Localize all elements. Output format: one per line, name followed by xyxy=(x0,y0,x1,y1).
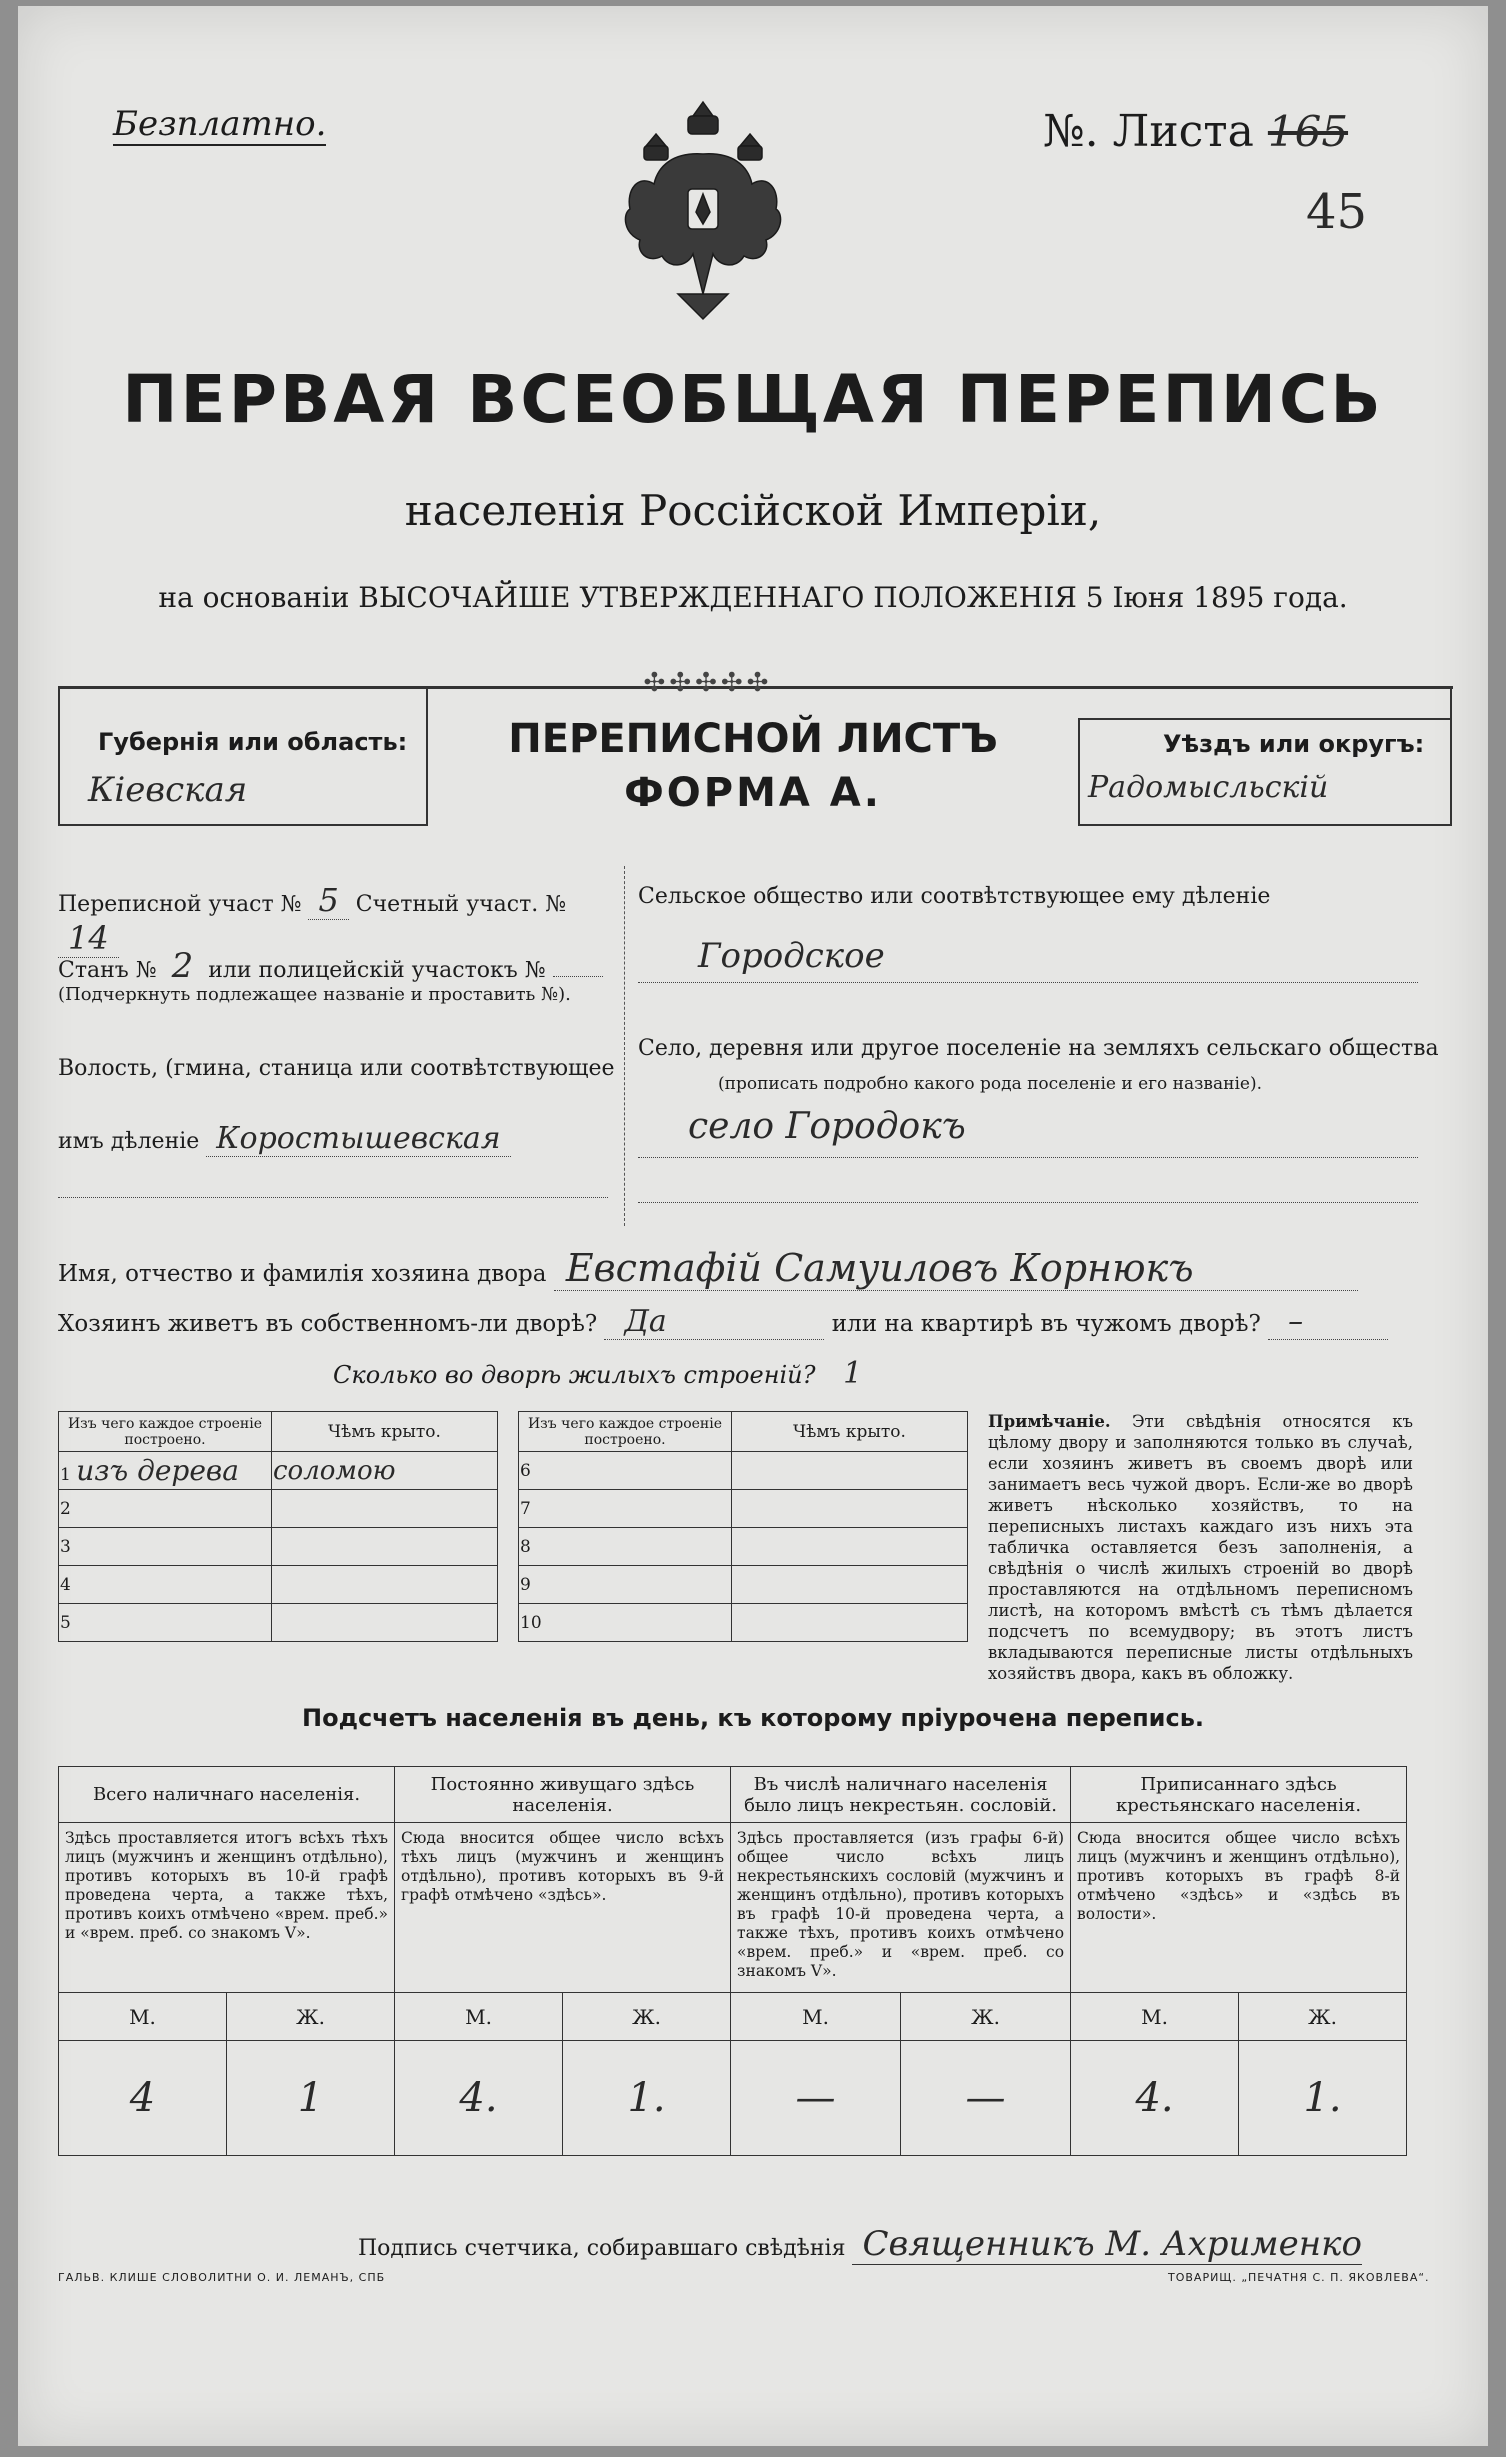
village-note: (прописать подробно какого рода поселеніе и его названіе). xyxy=(718,1074,1262,1094)
col4-title: Приписаннаго здѣсь крестьянскаго населенія. xyxy=(1071,1767,1407,1823)
village-line-2 xyxy=(638,1201,1418,1203)
col2-desc: Сюда вносится общее число всѣхъ тѣхъ лицъ (мужчинъ и женщинъ отдѣльно), противъ которыхъ въ 9-й графѣ отмѣчено «здѣсь». xyxy=(395,1823,731,1993)
zh-label: Ж. xyxy=(227,1993,395,2041)
col2-zh-value: 1. xyxy=(563,2041,731,2156)
bld-row-7: 7 xyxy=(519,1490,732,1528)
volost-row: имъ дѣленіе Коростышевская xyxy=(58,1121,618,1156)
buildings-table-left: Изъ чего каждое строеніе построено. Чѣмъ крыто. 1 изъ дерева соломою 2 3 4 5 xyxy=(58,1411,498,1642)
society-label: Сельское общество или соотвѣтствующее ему дѣленіе xyxy=(638,884,1271,909)
stan-row: Станъ № 2 или полицейскій участокъ № xyxy=(58,946,618,986)
m-label: М. xyxy=(59,1993,227,2041)
col3-desc: Здѣсь проставляется (изъ графы 6-й) общее число всѣхъ лицъ некрестьянскихъ сословій (мужчинъ и женщинъ отдѣльно), противъ которыхъ въ графѣ 10-й проведена черта, а также тѣхъ, противъ коихъ отмѣчено «врем. преб.» и «врем. преб. со знакомъ V». xyxy=(731,1823,1071,1993)
bld-row-6: 6 xyxy=(519,1452,732,1490)
free-label: Безплатно. xyxy=(113,104,327,144)
society-line xyxy=(638,981,1418,983)
buildings-table-right: Изъ чего каждое строеніе построено. Чѣмъ крыто. 6 7 8 9 10 xyxy=(518,1411,968,1642)
field-divider xyxy=(624,866,626,1226)
volost-label: Волость, (гмина, станица или соотвѣтствующее xyxy=(58,1056,615,1081)
gubernia-value: Кіевская xyxy=(88,770,248,810)
own-yard-value: Да xyxy=(604,1304,824,1340)
col3-title: Въ числѣ наличнаго населенія было лицъ некрестьян. сословій. xyxy=(731,1767,1071,1823)
subtitle: населенія Россійской Имперіи, xyxy=(404,486,1102,535)
bld-row-10: 10 xyxy=(519,1604,732,1642)
note-lead: Примѣчаніе. xyxy=(988,1412,1111,1431)
buildings-row: Сколько во дворѣ жилыхъ строеній? 1 xyxy=(333,1356,863,1391)
col3-m-value: — xyxy=(731,2041,901,2156)
sheet-number-handwritten: 45 xyxy=(1306,184,1368,240)
census-sheet xyxy=(18,6,1488,2446)
imperial-eagle-emblem-icon xyxy=(618,94,788,324)
bld-row-9: 9 xyxy=(519,1566,732,1604)
col-material-header: Изъ чего каждое строеніе построено. xyxy=(59,1412,272,1452)
sheet-number-label: №. Листа xyxy=(1043,106,1254,157)
basis-line: на основаніи ВЫСОЧАЙШЕ УТВЕРЖДЕННАГО ПОЛОЖЕНІЯ 5 Іюня 1895 года. xyxy=(158,581,1348,614)
uezd-value: Радомысльскій xyxy=(1088,770,1329,805)
col2-m-value: 4. xyxy=(395,2041,563,2156)
note-block xyxy=(988,1411,1413,1684)
form-subtitle: ФОРМА А. xyxy=(624,770,882,816)
ornament: ✣✣✣✣✣ xyxy=(643,668,773,698)
bld-row-1: 1 изъ дерева xyxy=(59,1452,272,1490)
col3-zh-value: — xyxy=(901,2041,1071,2156)
form-header-box xyxy=(58,688,1453,826)
col1-title: Всего наличнаго населенія. xyxy=(59,1767,395,1823)
signature-label: Подпись счетчика, собиравшаго свѣдѣнія xyxy=(358,2236,846,2261)
gubernia-label: Губернія или область: xyxy=(98,728,408,756)
volost-value: Коростышевская xyxy=(206,1121,510,1157)
own-yard-row: Хозяинъ живетъ въ собственномъ-ли дворѣ? Да или на квартирѣ въ чужомъ дворѣ? – xyxy=(58,1304,1438,1340)
col4-desc: Сюда вносится общее число всѣхъ лицъ (мужчинъ и женщинъ отдѣльно), противъ которыхъ въ графѣ 8-й отмѣчено «здѣсь» и «здѣсь въ волости». xyxy=(1071,1823,1407,1993)
census-plot-row: Переписной участ № 5 Счетный участ. № 14 xyxy=(58,881,567,957)
sheet-number xyxy=(1043,106,1348,157)
col1-zh-value: 1 xyxy=(227,2041,395,2156)
village-value: село Городокъ xyxy=(688,1106,966,1147)
main-title: ПЕРВАЯ ВСЕОБЩАЯ ПЕРЕПИСЬ xyxy=(122,361,1384,438)
bld-row-4: 4 xyxy=(59,1566,272,1604)
bld-row-2: 2 xyxy=(59,1490,272,1528)
footer-right: ТОВАРИЩ. „ПЕЧАТНЯ С. П. ЯКОВЛЕВА“. xyxy=(1168,2271,1430,2284)
village-line-1 xyxy=(638,1156,1418,1158)
form-title: ПЕРЕПИСНОЙ ЛИСТЪ xyxy=(508,716,998,762)
society-value: Городское xyxy=(698,936,885,976)
col-roof-header: Чѣмъ крыто. xyxy=(272,1412,498,1452)
owner-name-value: Евстафій Самуиловъ Корнюкъ xyxy=(554,1246,1358,1291)
col4-zh-value: 1. xyxy=(1239,2041,1407,2156)
apartment-value: – xyxy=(1268,1304,1388,1340)
signature-row xyxy=(358,2224,1458,2264)
population-count-table: Всего наличнаго населенія. Постоянно живущаго здѣсь населенія. Въ числѣ наличнаго населенія было лицъ некрестьян. сословій. Приписаннаго здѣсь крестьянскаго населенія. Здѣсь проставляется итогъ всѣхъ тѣхъ лицъ (мужчинъ и женщинъ отдѣльно), противъ которыхъ въ 10-й графѣ проведена черта, а также тѣхъ, противъ коихъ отмѣчено «врем. преб.» и «врем. преб. со знакомъ V». Сюда вносится общее число всѣхъ тѣхъ лицъ (мужчинъ и женщинъ отдѣльно), противъ которыхъ въ 9-й графѣ отмѣчено «здѣсь». Здѣсь проставляется (изъ графы 6-й) общее число всѣхъ лицъ некрестьянскихъ сословій (мужчинъ и женщинъ отдѣльно), противъ которыхъ въ графѣ 10-й проведена черта, а также тѣхъ, противъ коихъ отмѣчено «врем. преб.» и «врем. преб. со знакомъ V». Сюда вносится общее число всѣхъ лицъ (мужчинъ и женщинъ отдѣльно), противъ которыхъ въ графѣ 8-й отмѣчено «здѣсь» и «здѣсь въ волости». М. Ж. М. Ж. М. Ж. М. Ж. 4 1 4. 1. — — 4. 1. xyxy=(58,1766,1407,2156)
bld-row-8: 8 xyxy=(519,1528,732,1566)
footer-left: ГАЛЬВ. КЛИШЕ СЛОВОЛИТНИ О. И. ЛЕМАНЪ, СПБ xyxy=(58,2271,386,2284)
volost-extra-line xyxy=(58,1196,608,1198)
village-label: Село, деревня или другое поселеніе на земляхъ сельскаго общества xyxy=(638,1036,1439,1061)
underline-note: (Подчеркнуть подлежащее названіе и проставить №). xyxy=(58,984,571,1005)
count-plot-value: 14 xyxy=(58,919,119,958)
uezd-label: Уѣздъ или округъ: xyxy=(1163,730,1425,758)
col1-m-value: 4 xyxy=(59,2041,227,2156)
census-plot-value: 5 xyxy=(308,881,348,920)
bld-row-3: 3 xyxy=(59,1528,272,1566)
sheet-number-value: 165 xyxy=(1267,107,1349,156)
note-text: Эти свѣдѣнія относятся къ цѣлому двору и заполняются только въ случаѣ, если хозяинъ живетъ въ своемъ дворѣ или занимаетъ весь чужой дворъ. Если-же во дворѣ живетъ нѣсколько хозяйствъ, то на переписныхъ листахъ каждаго изъ нихъ эта табличка оставляется безъ заполненія, а свѣдѣнія о числѣ жилыхъ строеній во дворѣ проставляются на отдѣльномъ переписномъ листѣ, на которомъ вмѣстѣ съ тѣмъ дѣлается подсчетъ по всемудвору; въ этотъ листъ вкладываются переписные листы отдѣльныхъ хозяйствъ двора, какъ въ обложку. xyxy=(988,1412,1413,1683)
owner-name-row: Имя, отчество и фамилія хозяина двора Евстафій Самуиловъ Корнюкъ xyxy=(58,1246,1438,1291)
col1-desc: Здѣсь проставляется итогъ всѣхъ тѣхъ лицъ (мужчинъ и женщинъ отдѣльно), противъ которыхъ въ 10-й графѣ проведена черта, а также тѣхъ, противъ коихъ отмѣчено «врем. преб.» и «врем. преб. со знакомъ V». xyxy=(59,1823,395,1993)
bld-row-5: 5 xyxy=(59,1604,272,1642)
col4-m-value: 4. xyxy=(1071,2041,1239,2156)
count-heading: Подсчетъ населенія въ день, къ которому пріурочена перепись. xyxy=(302,1704,1204,1732)
signature-value: Священникъ М. Ахрименко xyxy=(852,2224,1361,2265)
buildings-value: 1 xyxy=(843,1356,863,1391)
stan-value: 2 xyxy=(171,946,194,986)
col2-title: Постоянно живущаго здѣсь населенія. xyxy=(395,1767,731,1823)
